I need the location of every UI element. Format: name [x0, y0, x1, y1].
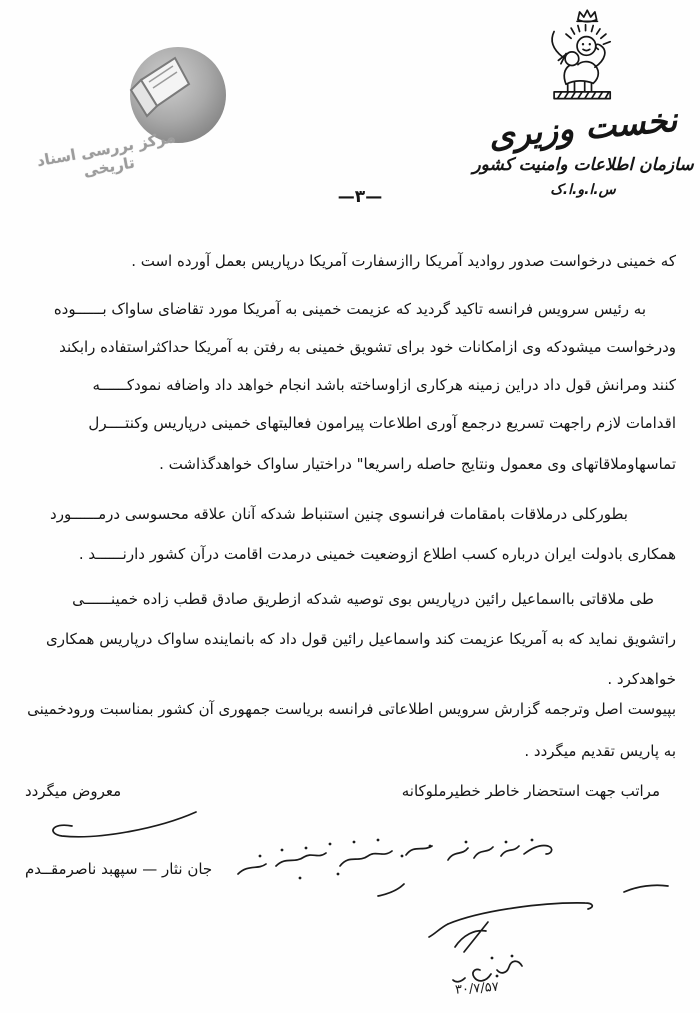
body-line: راتشویق نماید که به آمریکا عزیمت کند واسماعیل رائین قول داد که بانماینده ساواک درپاریس همکاری: [46, 630, 676, 648]
handwritten-date: ۳۰/۷/۵۷: [454, 979, 500, 998]
body-line: تماسهاوملاقاتهای وی معمول ونتایج حاصله راسریعا" دراختیار ساواک خواهدگذاشت .: [159, 455, 676, 473]
page-number: —۳—: [337, 187, 383, 207]
letterhead: [472, 6, 694, 198]
body-line: بطورکلی درملاقات بامقامات فرانسوی چنین استنباط شدکه آنان علاقه محسوسی درمــــــورد: [50, 505, 628, 523]
body-line: به پاریس تقدیم میگردد .: [524, 742, 676, 760]
handwritten-signature: [429, 903, 592, 982]
body-line: کنند ومرانش قول داد دراین زمینه هرکاری ازاوساخته باشد انجام خواهد داد واضافه نمودکــــــه: [92, 376, 676, 394]
body-line: اقدامات لازم راجهت تسریع درجمع آوری اطلاعات پیرامون فعالیتهای خمینی درپاریس وکنتــــرل: [88, 414, 676, 432]
letterhead-title: نخست وزیری: [487, 99, 679, 156]
flourish-under-closing: [53, 812, 196, 837]
body-line: ودرخواست میشودکه وی ازامکانات خود برای تشویق خمینی به رفتن به آمریکا حداکثراستفاده رابکند: [59, 338, 676, 356]
closing-phrase: معروض میگردد: [25, 782, 122, 800]
letterhead-subtitle: سازمان اطلاعات وامنیت کشور: [472, 155, 694, 175]
archive-watermark: [8, 14, 243, 189]
signatory-name: جان نثار — سپهبد ناصرمقــدم: [25, 860, 213, 878]
handwritten-annotation: [238, 839, 668, 896]
watermark-caption: مرکز بررسی اسناد تاریخی: [35, 128, 177, 181]
body-line: طی ملاقاتی بااسماعیل رائین درپاریس بوی توصیه شدکه ازطریق صادق قطب زاده خمینــــــی: [72, 590, 654, 608]
lion-and-sun-emblem-icon: [531, 6, 635, 108]
closing-statement: مراتب جهت استحضار خاطر خطیرملوکانه: [401, 782, 660, 800]
body-line: که خمینی درخواست صدور روادید آمریکا راازسفارت آمریکا درپاریس بعمل آورده است .: [131, 252, 676, 270]
body-line: خواهدکرد .: [607, 670, 676, 688]
body-line: همکاری بادولت ایران درباره کسب اطلاع ازوضعیت خمینی درمدت اقامت درآن کشور دارنــــــد .: [78, 545, 676, 563]
body-line: بپیوست اصل وترجمه گزارش سرویس اطلاعاتی فرانسه بریاست جمهوری آن کشور بمناسبت ورودخمینی: [27, 700, 676, 718]
letterhead-abbreviation: س.ا.و.ا.ک: [550, 182, 616, 198]
body-line: به رئیس سرویس فرانسه تاکید گردید که عزیمت خمینی به آمریکا مورد تقاضای ساواک بــــــوده: [53, 300, 646, 318]
